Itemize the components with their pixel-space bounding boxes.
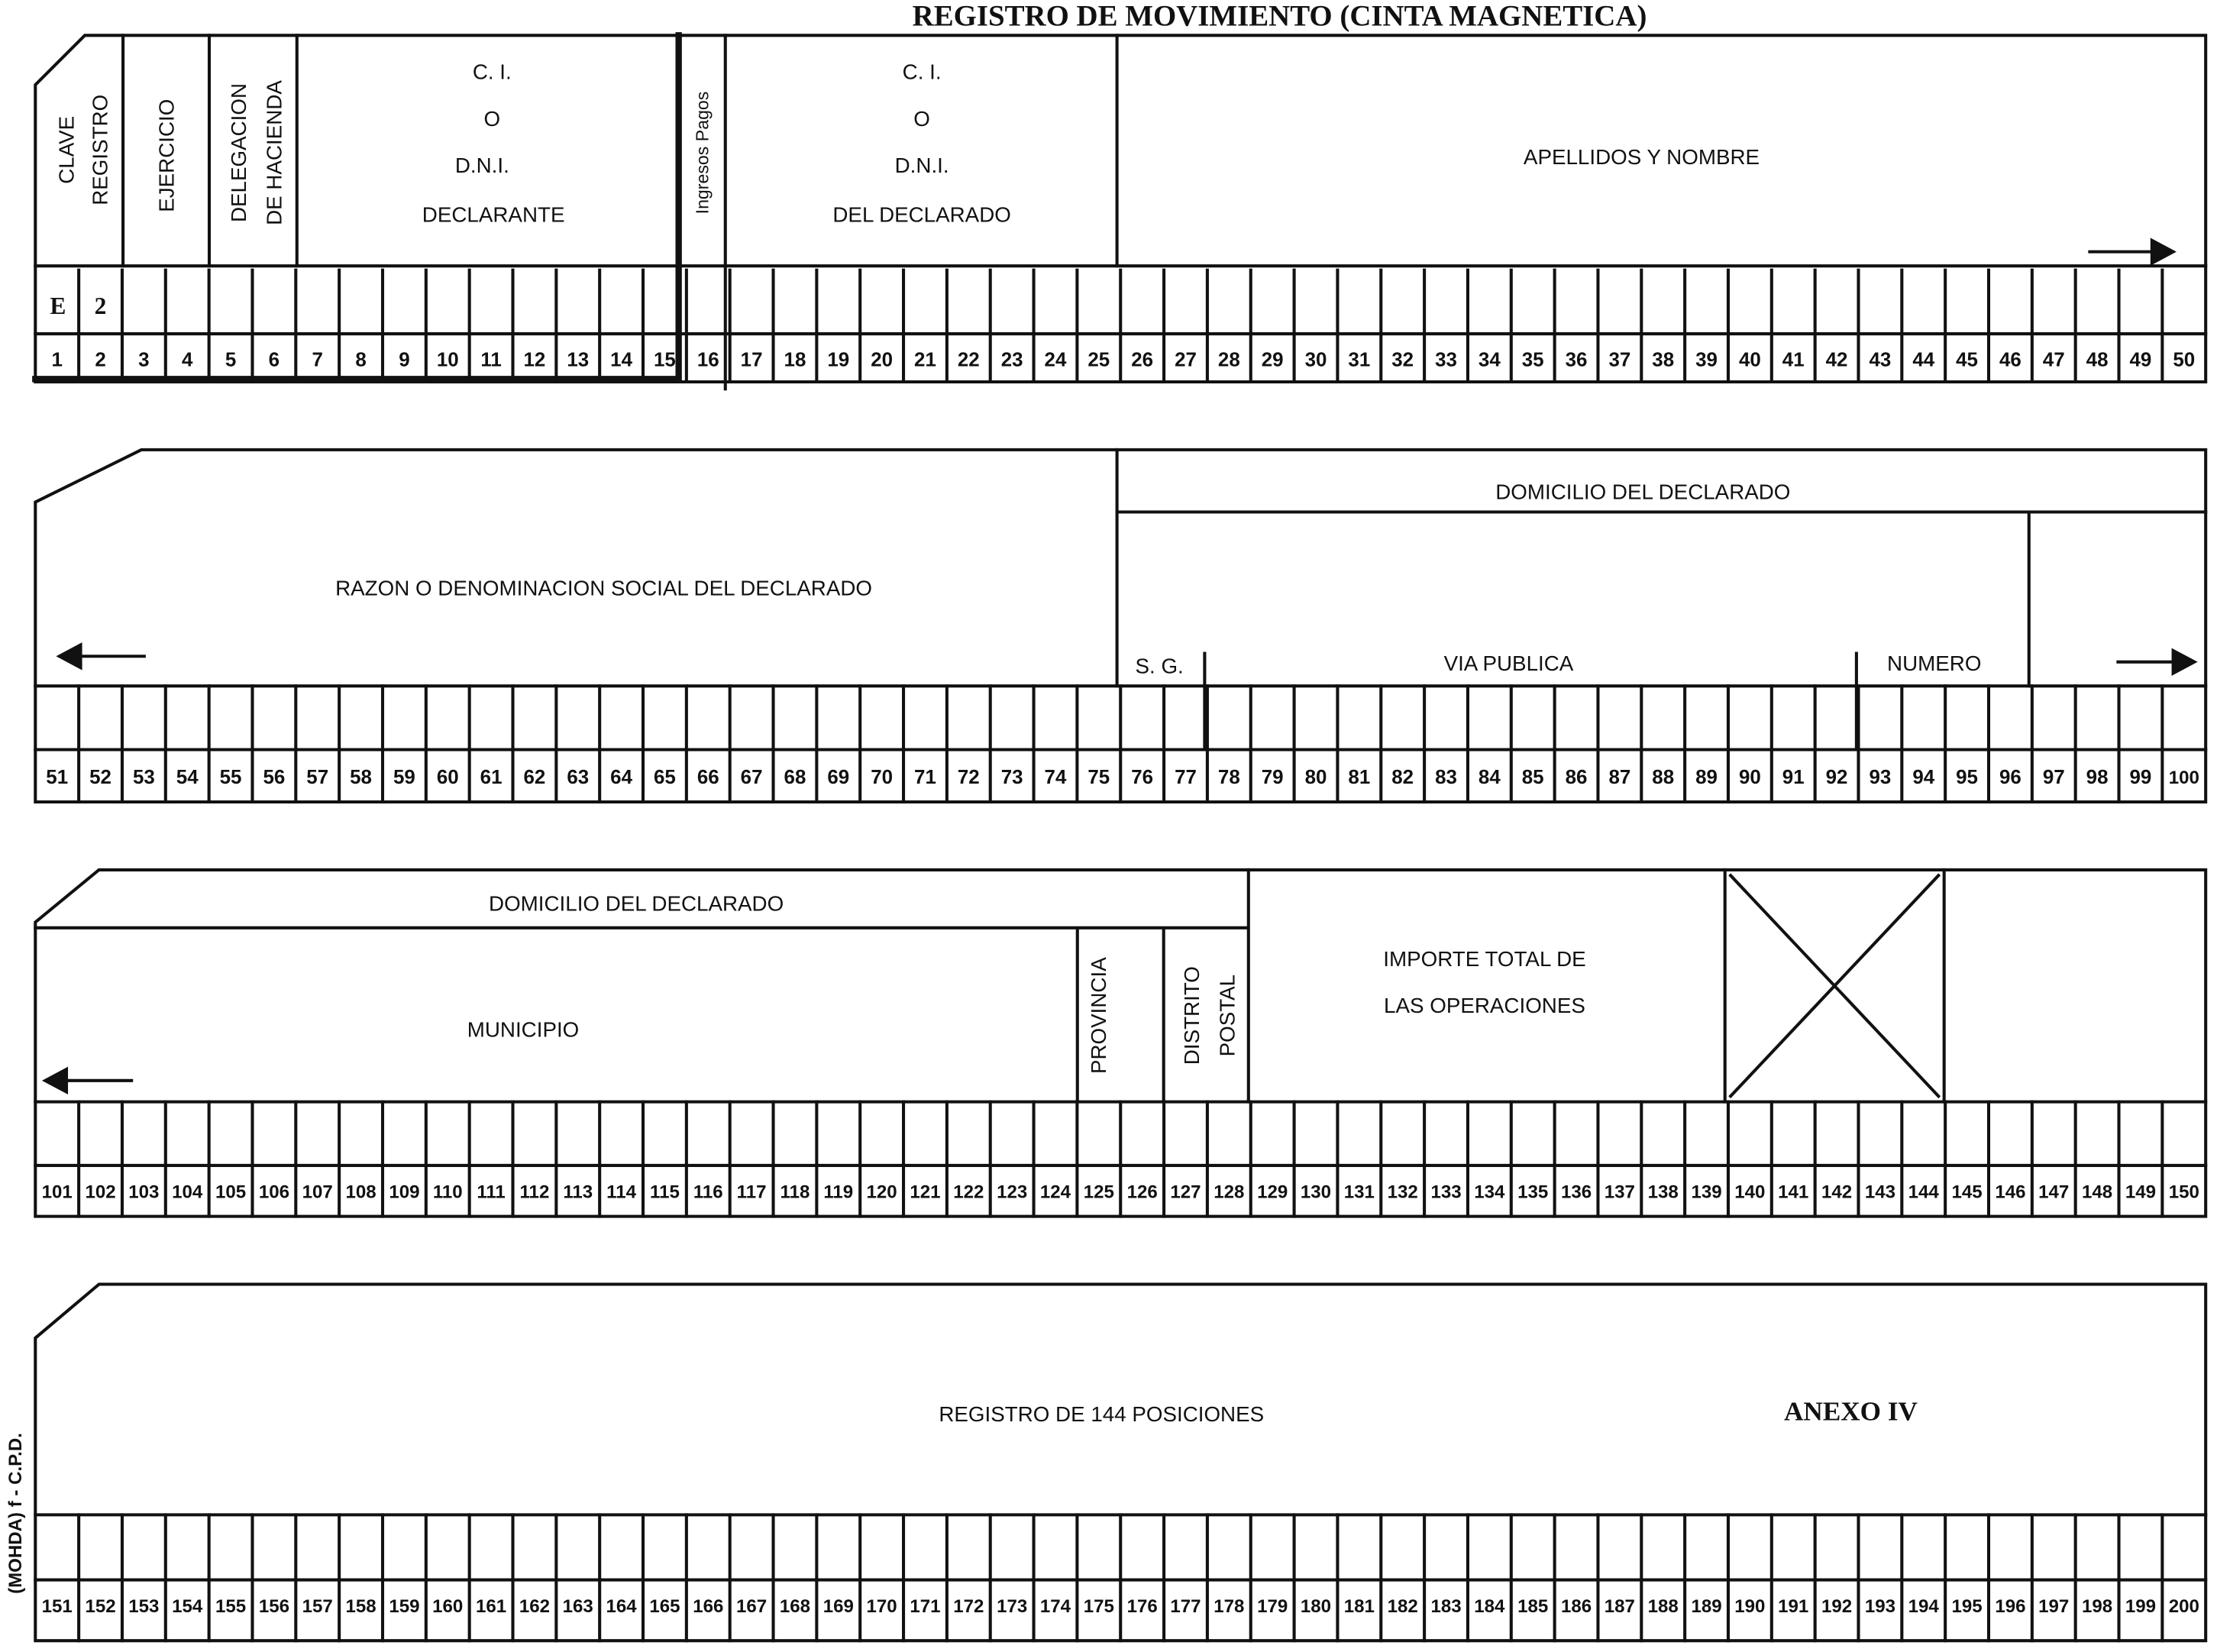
position-number: 66: [696, 766, 719, 788]
position-number: 43: [1869, 349, 1892, 371]
position-number: 151: [41, 1596, 73, 1618]
position-number: 162: [519, 1596, 550, 1618]
delegacion-label: [227, 80, 286, 225]
position-number: 45: [1956, 349, 1978, 371]
position-number: 101: [41, 1182, 73, 1203]
position-number: 157: [302, 1596, 333, 1618]
position-number: 18: [784, 349, 806, 371]
position-number: 14: [610, 349, 633, 371]
position-number: 200: [2168, 1596, 2199, 1618]
position-number: 75: [1087, 766, 1110, 788]
position-number: 83: [1435, 766, 1457, 788]
position-number: 77: [1175, 766, 1197, 788]
position-number: 8: [355, 349, 367, 371]
position-number: 17: [740, 349, 763, 371]
position-number: 154: [172, 1596, 203, 1618]
position-number: 136: [1560, 1182, 1592, 1203]
razon-social-label: RAZON O DENOMINACION SOCIAL DEL DECLARADO: [335, 576, 873, 600]
block-4-position-ticks: [79, 1515, 2162, 1641]
position-number: 31: [1348, 349, 1371, 371]
position-number: 167: [736, 1596, 768, 1618]
position-number: 182: [1387, 1596, 1418, 1618]
position-number: 181: [1343, 1596, 1375, 1618]
position-number: 186: [1560, 1596, 1592, 1618]
position-number: 11: [480, 349, 502, 371]
position-number: 199: [2125, 1596, 2157, 1618]
ci-declarado-label: [832, 60, 1010, 227]
position-number: 2: [95, 349, 106, 371]
position-number: 187: [1604, 1596, 1635, 1618]
position-number: 73: [1000, 766, 1023, 788]
position-number: 129: [1257, 1182, 1288, 1203]
distrito-postal-label: [1180, 966, 1239, 1065]
position-number: 127: [1170, 1182, 1201, 1203]
side-code: (MOHDA) f - C.P.D.: [5, 1433, 26, 1594]
position-number: 176: [1126, 1596, 1158, 1618]
position-number: 197: [2038, 1596, 2070, 1618]
registro-144-label: REGISTRO DE 144 POSICIONES: [939, 1402, 1265, 1427]
position-number: 122: [953, 1182, 984, 1203]
position-number: 9: [399, 349, 410, 371]
position-number: 15: [654, 349, 676, 371]
position-number: 165: [649, 1596, 680, 1618]
svg-text:IMPORTE TOTAL DE: IMPORTE TOTAL DE: [1383, 946, 1586, 971]
position-number: 82: [1391, 766, 1414, 788]
not-used-cross-mark: [1731, 875, 1938, 1096]
position-number: 48: [2086, 349, 2109, 371]
position-number: 37: [1608, 349, 1631, 371]
domicilio-header-3: DOMICILIO DEL DECLARADO: [489, 891, 784, 916]
position-number: 28: [1217, 349, 1240, 371]
position-number: 190: [1734, 1596, 1766, 1618]
position-number: 174: [1039, 1596, 1071, 1618]
arrow-left-icon: [60, 645, 144, 668]
position-number: 146: [1995, 1182, 2026, 1203]
position-number: 143: [1864, 1182, 1895, 1203]
position-number: 46: [1999, 349, 2021, 371]
position-number: 135: [1517, 1182, 1549, 1203]
position-number: 84: [1478, 766, 1501, 788]
position-number: 25: [1087, 349, 1110, 371]
position-number: 24: [1044, 349, 1067, 371]
position-number: 56: [263, 766, 286, 788]
position-number: 131: [1343, 1182, 1375, 1203]
position-number: 42: [1825, 349, 1848, 371]
position-number: 7: [312, 349, 323, 371]
position-number: 35: [1521, 349, 1544, 371]
position-numbers-row-1: [51, 350, 2195, 371]
position-number: 148: [2082, 1182, 2113, 1203]
svg-text:DISTRITO: DISTRITO: [1179, 966, 1204, 1065]
position-number: 21: [914, 349, 936, 371]
position-number: 80: [1304, 766, 1327, 788]
svg-text:DELEGACION: DELEGACION: [227, 82, 251, 223]
position-number: 170: [866, 1596, 897, 1618]
prefilled-value-1: E: [50, 293, 66, 320]
position-number: 138: [1647, 1182, 1679, 1203]
position-number: 139: [1691, 1182, 1722, 1203]
position-number: 164: [606, 1596, 637, 1618]
position-number: 156: [258, 1596, 289, 1618]
position-number: 123: [997, 1182, 1028, 1203]
svg-text:O: O: [483, 106, 501, 131]
position-number: 99: [2129, 766, 2152, 788]
declarante-box: [35, 35, 678, 379]
position-number: 23: [1000, 349, 1023, 371]
prefilled-value-2: 2: [94, 293, 107, 320]
position-number: 4: [182, 349, 193, 371]
position-number: 112: [519, 1182, 550, 1203]
position-number: 5: [225, 349, 237, 371]
position-number: 158: [345, 1596, 377, 1618]
municipio-label: MUNICIPIO: [467, 1017, 580, 1042]
position-number: 185: [1517, 1596, 1549, 1618]
position-number: 1: [51, 349, 63, 371]
position-number: 47: [2042, 349, 2065, 371]
svg-text:POSTAL: POSTAL: [1215, 974, 1239, 1057]
position-number: 111: [477, 1182, 506, 1203]
svg-text:REGISTRO: REGISTRO: [88, 94, 112, 205]
position-number: 147: [2038, 1182, 2070, 1203]
position-number: 195: [1951, 1596, 1983, 1618]
position-number: 134: [1474, 1182, 1505, 1203]
position-number: 10: [436, 349, 459, 371]
svg-text:CLAVE: CLAVE: [54, 115, 79, 184]
position-number: 115: [650, 1182, 680, 1203]
svg-text:D.N.I.: D.N.I.: [454, 153, 509, 177]
svg-text:C. I.: C. I.: [902, 60, 942, 84]
ci-declarante-label: [422, 60, 565, 227]
importe-total-label: [1383, 947, 1585, 1017]
position-number: 128: [1214, 1182, 1245, 1203]
position-number: 88: [1652, 766, 1675, 788]
position-number: 163: [562, 1596, 593, 1618]
position-number: 91: [1782, 766, 1805, 788]
position-number: 79: [1261, 766, 1284, 788]
position-number: 41: [1782, 349, 1805, 371]
ejercicio-label: EJERCICIO: [154, 99, 179, 212]
position-number: 54: [176, 766, 199, 788]
position-number: 191: [1778, 1596, 1809, 1618]
position-number: 113: [563, 1182, 593, 1203]
position-number: 119: [823, 1182, 854, 1203]
position-number: 155: [215, 1596, 247, 1618]
position-number: 124: [1039, 1182, 1071, 1203]
position-number: 189: [1691, 1596, 1722, 1618]
position-number: 85: [1521, 766, 1544, 788]
anexo-label: ANEXO IV: [1784, 1396, 1918, 1427]
position-number: 72: [957, 766, 980, 788]
position-number: 33: [1435, 349, 1457, 371]
position-number: 44: [1912, 349, 1935, 371]
position-number: 94: [1912, 766, 1935, 788]
position-number: 109: [389, 1182, 420, 1203]
position-number: 95: [1956, 766, 1978, 788]
position-number: 188: [1647, 1596, 1679, 1618]
position-number: 152: [85, 1596, 116, 1618]
position-number: 30: [1304, 349, 1327, 371]
position-number: 108: [345, 1182, 377, 1203]
position-number: 6: [268, 349, 280, 371]
apellidos-nombre-label: APELLIDOS Y NOMBRE: [1523, 144, 1760, 169]
svg-text:C. I.: C. I.: [472, 60, 512, 84]
position-number: 144: [1908, 1182, 1939, 1203]
position-number: 126: [1126, 1182, 1158, 1203]
position-number: 27: [1175, 349, 1197, 371]
arrow-left-icon: [45, 1069, 131, 1092]
position-number: 81: [1348, 766, 1371, 788]
clave-registro-label: [54, 95, 111, 205]
position-number: 86: [1565, 766, 1588, 788]
position-number: 76: [1131, 766, 1154, 788]
position-number: 92: [1825, 766, 1848, 788]
position-number: 116: [693, 1182, 723, 1203]
position-number: 105: [215, 1182, 247, 1203]
position-number: 68: [784, 766, 806, 788]
position-number: 59: [393, 766, 415, 788]
position-number: 98: [2086, 766, 2109, 788]
position-number: 132: [1387, 1182, 1418, 1203]
svg-text:DE HACIENDA: DE HACIENDA: [262, 80, 286, 225]
position-number: 125: [1083, 1182, 1114, 1203]
position-number: 141: [1778, 1182, 1809, 1203]
position-number: 20: [871, 349, 894, 371]
position-number: 153: [128, 1596, 160, 1618]
numero-label: NUMERO: [1887, 651, 1982, 675]
position-number: 50: [2173, 349, 2196, 371]
position-number: 69: [827, 766, 850, 788]
via-publica-label: VIA PUBLICA: [1443, 651, 1574, 675]
position-number: 117: [736, 1182, 767, 1203]
position-number: 53: [132, 766, 155, 788]
position-number: 179: [1257, 1596, 1288, 1618]
position-number: 65: [654, 766, 676, 788]
position-number: 198: [2082, 1596, 2113, 1618]
position-number: 61: [480, 766, 503, 788]
provincia-label: PROVINCIA: [1086, 957, 1110, 1075]
position-number: 57: [306, 766, 329, 788]
position-number: 166: [693, 1596, 724, 1618]
position-number: 104: [172, 1182, 203, 1203]
position-number: 3: [138, 349, 150, 371]
position-number: 133: [1430, 1182, 1462, 1203]
position-number: 96: [1999, 766, 2021, 788]
svg-text:LAS OPERACIONES: LAS OPERACIONES: [1384, 993, 1585, 1017]
position-number: 196: [1995, 1596, 2026, 1618]
position-number: 78: [1217, 766, 1240, 788]
position-number: 140: [1734, 1182, 1766, 1203]
position-number: 149: [2125, 1182, 2157, 1203]
position-number: 16: [696, 349, 719, 371]
position-number: 90: [1738, 766, 1761, 788]
position-number: 142: [1821, 1182, 1853, 1203]
position-number: 22: [957, 349, 980, 371]
form-title: REGISTRO DE MOVIMIENTO (CINTA MAGNETICA): [912, 0, 1647, 33]
position-number: 64: [610, 766, 633, 788]
position-number: 178: [1214, 1596, 1245, 1618]
position-number: 103: [128, 1182, 160, 1203]
ingresos-pagos-label: Ingresos Pagos: [692, 91, 713, 215]
position-number: 130: [1300, 1182, 1332, 1203]
position-number: 39: [1695, 349, 1718, 371]
position-number: 120: [866, 1182, 897, 1203]
position-number: 102: [85, 1182, 116, 1203]
position-number: 19: [827, 349, 850, 371]
position-number: 32: [1391, 349, 1414, 371]
position-number: 192: [1821, 1596, 1853, 1618]
position-number: 177: [1170, 1596, 1201, 1618]
position-number: 171: [910, 1596, 941, 1618]
svg-text:O: O: [913, 106, 930, 131]
position-number: 26: [1131, 349, 1154, 371]
position-number: 175: [1083, 1596, 1114, 1618]
position-number: 58: [350, 766, 372, 788]
svg-text:D.N.I.: D.N.I.: [894, 153, 949, 177]
position-number: 194: [1908, 1596, 1939, 1618]
position-number: 106: [258, 1182, 289, 1203]
position-number: 193: [1864, 1596, 1895, 1618]
svg-text:DECLARANTE: DECLARANTE: [422, 202, 565, 227]
position-number: 52: [89, 766, 111, 788]
position-number: 40: [1738, 349, 1761, 371]
position-number: 150: [2168, 1182, 2199, 1203]
position-number: 107: [302, 1182, 333, 1203]
position-number: 36: [1565, 349, 1588, 371]
position-number: 29: [1261, 349, 1284, 371]
position-number: 51: [46, 766, 69, 788]
position-number: 137: [1604, 1182, 1635, 1203]
position-number: 13: [567, 349, 590, 371]
position-number: 34: [1478, 349, 1501, 371]
position-number: 55: [219, 766, 242, 788]
arrow-right-icon: [2118, 651, 2194, 674]
arrow-right-icon: [2089, 241, 2173, 263]
position-number: 100: [2168, 767, 2199, 788]
sg-label: S. G.: [1135, 654, 1184, 678]
position-number: 145: [1951, 1182, 1983, 1203]
position-number: 180: [1300, 1596, 1332, 1618]
position-number: 118: [780, 1182, 810, 1203]
position-number: 87: [1608, 766, 1631, 788]
position-number: 114: [606, 1182, 637, 1203]
position-number: 49: [2129, 349, 2152, 371]
position-number: 12: [523, 349, 546, 371]
block-1-position-ticks: [79, 270, 2162, 380]
position-number: 70: [871, 766, 894, 788]
position-number: 169: [822, 1596, 854, 1618]
position-number: 160: [432, 1596, 464, 1618]
position-number: 93: [1869, 766, 1892, 788]
position-number: 161: [476, 1596, 507, 1618]
position-number: 89: [1695, 766, 1718, 788]
position-number: 74: [1044, 766, 1067, 788]
position-number: 62: [523, 766, 546, 788]
position-number: 173: [997, 1596, 1028, 1618]
position-number: 110: [432, 1182, 463, 1203]
position-number: 38: [1652, 349, 1675, 371]
position-number: 63: [567, 766, 590, 788]
position-number: 60: [436, 766, 459, 788]
block-3-field-lines: [35, 870, 1944, 1102]
position-number: 71: [914, 766, 936, 788]
position-number: 159: [389, 1596, 420, 1618]
position-number: 168: [779, 1596, 811, 1618]
position-number: 67: [740, 766, 763, 788]
position-number: 121: [910, 1182, 941, 1203]
position-number: 172: [953, 1596, 984, 1618]
position-number: 184: [1474, 1596, 1505, 1618]
domicilio-header-2: DOMICILIO DEL DECLARADO: [1495, 480, 1791, 504]
svg-text:DEL DECLARADO: DEL DECLARADO: [832, 202, 1011, 227]
position-number: 183: [1430, 1596, 1462, 1618]
position-number: 97: [2042, 766, 2065, 788]
position-numbers-row-2: [46, 767, 2199, 788]
block-2-position-ticks: [79, 686, 2162, 802]
